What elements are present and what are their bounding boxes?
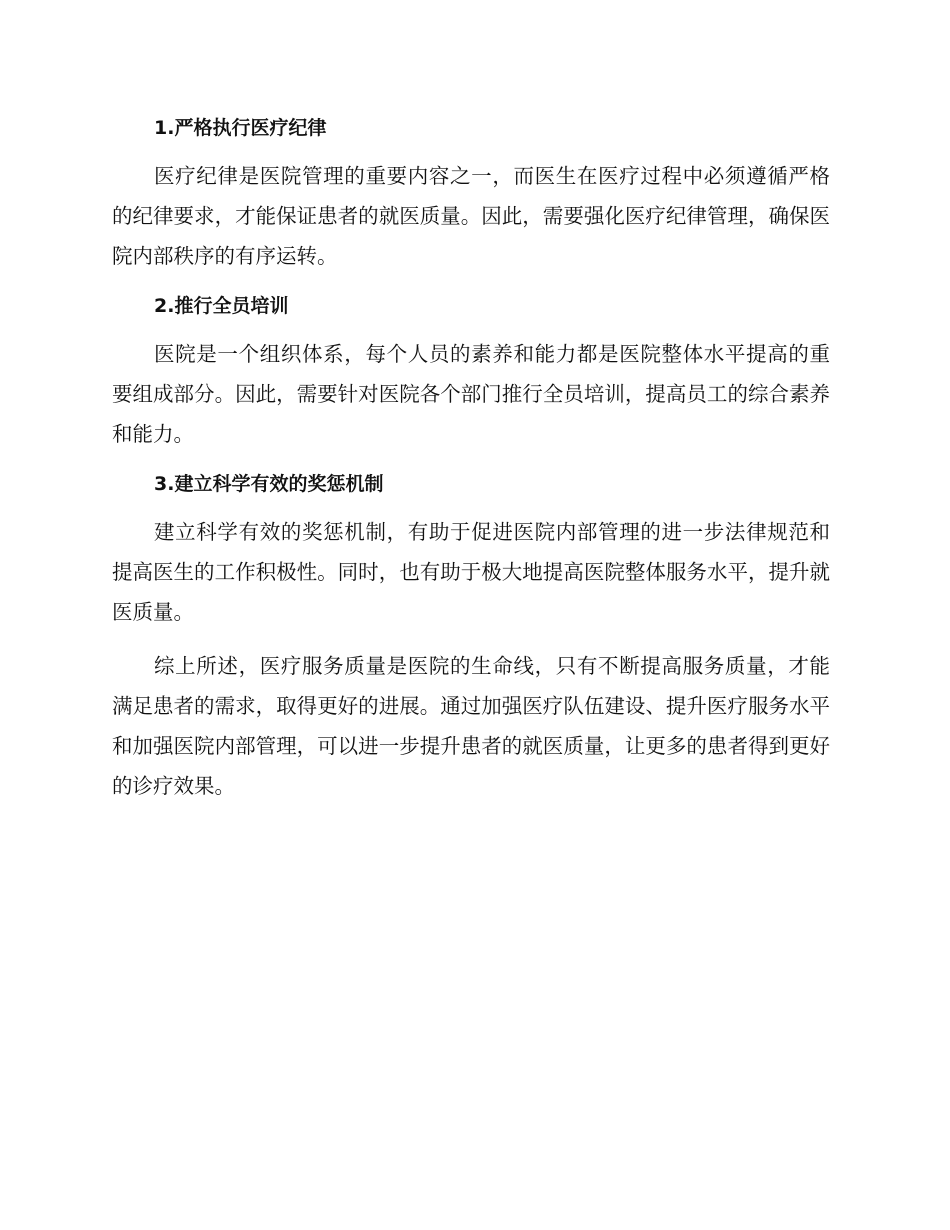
document-body: [112, 112, 830, 820]
section-heading-discipline: 1.严格执行医疗纪律: [154, 117, 327, 139]
section-paragraph-discipline: 医疗纪律是医院管理的重要内容之一，而医生在医疗过程中必须遵循严格的纪律要求，才能保证患者的就医质量。因此，需要强化医疗纪律管理，确保医院内部秩序的有序运转。: [112, 164, 830, 268]
conclusion-paragraph: 综上所述，医疗服务质量是医院的生命线，只有不断提高服务质量，才能满足患者的需求，取得更好的进展。通过加强医疗队伍建设、提升医疗服务水平和加强医院内部管理，可以进一步提升患者的就医质量，让更多的患者得到更好的诊疗效果。: [112, 654, 830, 798]
section-heading-training: 2.推行全员培训: [154, 295, 289, 317]
section-paragraph-training: 医院是一个组织体系，每个人员的素养和能力都是医院整体水平提高的重要组成部分。因此，需要针对医院各个部门推行全员培训，提高员工的综合素养和能力。: [112, 342, 830, 446]
section-heading-incentives: 3.建立科学有效的奖惩机制: [154, 473, 384, 495]
section-paragraph-incentives: 建立科学有效的奖惩机制，有助于促进医院内部管理的进一步法律规范和提高医生的工作积极性。同时，也有助于极大地提高医院整体服务水平，提升就医质量。: [112, 520, 830, 624]
